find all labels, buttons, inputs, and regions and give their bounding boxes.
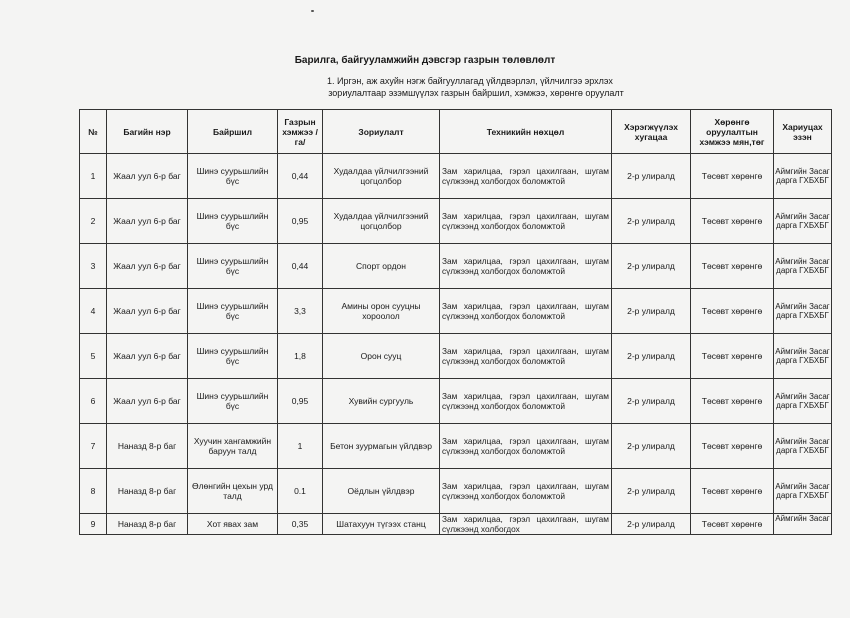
header-number: № bbox=[80, 110, 107, 154]
cell-location: Шинэ суурьшлийн бүс bbox=[188, 289, 278, 334]
cell-bag-name: Жаал уул 6-р баг bbox=[107, 199, 188, 244]
header-bag-name: Багийн нэр bbox=[107, 110, 188, 154]
cell-period: 2-р улиралд bbox=[612, 154, 691, 199]
document-subtitle bbox=[315, 75, 645, 99]
cell-period: 2-р улиралд bbox=[612, 199, 691, 244]
document-title: Барилга, байгууламжийн дэвсгэр газрын төлөвлөлт bbox=[294, 55, 556, 66]
cell-area: 3,3 bbox=[278, 289, 323, 334]
cell-responsible: Аймгийн Засаг дарга ГХБХБГ bbox=[774, 199, 832, 244]
cell-number: 2 bbox=[80, 199, 107, 244]
cell-purpose: Бетон зуурмагын үйлдвэр bbox=[323, 424, 440, 469]
cell-responsible: Аймгийн Засаг дарга ГХБХБГ bbox=[774, 469, 832, 514]
cell-purpose: Шатахуун түгээх станц bbox=[323, 514, 440, 535]
cell-period: 2-р улиралд bbox=[612, 244, 691, 289]
cell-period: 2-р улиралд bbox=[612, 424, 691, 469]
cell-number: 5 bbox=[80, 334, 107, 379]
cell-bag-name: Наназд 8-р баг bbox=[107, 469, 188, 514]
cell-purpose: Спорт ордон bbox=[323, 244, 440, 289]
cell-investment: Төсөвт хөрөнгө bbox=[691, 379, 774, 424]
cell-number: 7 bbox=[80, 424, 107, 469]
cell-location: Шинэ суурьшлийн бүс bbox=[188, 199, 278, 244]
cell-location: Шинэ суурьшлийн бүс bbox=[188, 334, 278, 379]
table-row bbox=[80, 199, 832, 244]
table-row bbox=[80, 334, 832, 379]
cell-location: Өлөнгийн цехын урд талд bbox=[188, 469, 278, 514]
cell-number: 6 bbox=[80, 379, 107, 424]
cell-bag-name: Жаал уул 6-р баг bbox=[107, 154, 188, 199]
cell-technical-conditions: Зам харилцаа, гэрэл цахилгаан, шугам сүлжээнд холбогдох боломжтой bbox=[440, 244, 612, 289]
scan-speck bbox=[311, 10, 314, 12]
cell-investment: Төсөвт хөрөнгө bbox=[691, 289, 774, 334]
table-row bbox=[80, 469, 832, 514]
cell-area: 1,8 bbox=[278, 334, 323, 379]
cell-investment: Төсөвт хөрөнгө bbox=[691, 424, 774, 469]
cell-area: 0,35 bbox=[278, 514, 323, 535]
subtitle-line-2: зориулалтаар эзэмшүүлэх газрын байршил, хэмжээ, хөрөнгө оруулалт bbox=[328, 88, 624, 98]
cell-period: 2-р улиралд bbox=[612, 469, 691, 514]
header-period: Хэрэгжүүлэх хугацаа bbox=[612, 110, 691, 154]
cell-technical-conditions: Зам харилцаа, гэрэл цахилгаан, шугам сүлжээнд холбогдох bbox=[440, 514, 612, 535]
cell-area: 0,95 bbox=[278, 379, 323, 424]
cell-location: Шинэ суурьшлийн бүс bbox=[188, 379, 278, 424]
cell-responsible: Аймгийн Засаг bbox=[774, 514, 832, 535]
cell-location: Хуучин хангамжийн баруун талд bbox=[188, 424, 278, 469]
table-row bbox=[80, 379, 832, 424]
cell-purpose: Худалдаа үйлчилгээний цогцолбор bbox=[323, 154, 440, 199]
cell-bag-name: Жаал уул 6-р баг bbox=[107, 289, 188, 334]
cell-bag-name: Жаал уул 6-р баг bbox=[107, 334, 188, 379]
subtitle-line-1: 1. Иргэн, аж ахуйн нэгж байгууллагад үйлдвэрлэл, үйлчилгээ эрхлэх bbox=[327, 76, 613, 86]
table-row bbox=[80, 424, 832, 469]
cell-investment: Төсөвт хөрөнгө bbox=[691, 199, 774, 244]
cell-number: 8 bbox=[80, 469, 107, 514]
cell-technical-conditions: Зам харилцаа, гэрэл цахилгаан, шугам сүлжээнд холбогдох боломжтой bbox=[440, 154, 612, 199]
header-area: Газрын хэмжээ /га/ bbox=[278, 110, 323, 154]
cell-location: Хот явах зам bbox=[188, 514, 278, 535]
cell-purpose: Амины орон сууцны хороолол bbox=[323, 289, 440, 334]
table-row bbox=[80, 514, 832, 535]
cell-period: 2-р улиралд bbox=[612, 514, 691, 535]
cell-number: 1 bbox=[80, 154, 107, 199]
header-purpose: Зориулалт bbox=[323, 110, 440, 154]
table-row bbox=[80, 289, 832, 334]
cell-investment: Төсөвт хөрөнгө bbox=[691, 469, 774, 514]
cell-location: Шинэ суурьшлийн бүс bbox=[188, 154, 278, 199]
cell-number: 9 bbox=[80, 514, 107, 535]
cell-bag-name: Жаал уул 6-р баг bbox=[107, 244, 188, 289]
table-row bbox=[80, 154, 832, 199]
land-plan-table bbox=[79, 109, 832, 535]
cell-investment: Төсөвт хөрөнгө bbox=[691, 334, 774, 379]
cell-investment: Төсөвт хөрөнгө bbox=[691, 244, 774, 289]
cell-number: 3 bbox=[80, 244, 107, 289]
cell-purpose: Хувийн сургууль bbox=[323, 379, 440, 424]
cell-area: 0,44 bbox=[278, 154, 323, 199]
cell-area: 0.1 bbox=[278, 469, 323, 514]
cell-responsible: Аймгийн Засаг дарга ГХБХБГ bbox=[774, 424, 832, 469]
cell-investment: Төсөвт хөрөнгө bbox=[691, 514, 774, 535]
cell-area: 0,95 bbox=[278, 199, 323, 244]
cell-bag-name: Жаал уул 6-р баг bbox=[107, 379, 188, 424]
cell-purpose: Оёдлын үйлдвэр bbox=[323, 469, 440, 514]
cell-technical-conditions: Зам харилцаа, гэрэл цахилгаан, шугам сүлжээнд холбогдох боломжтой bbox=[440, 289, 612, 334]
table-header-row bbox=[80, 110, 832, 154]
cell-period: 2-р улиралд bbox=[612, 379, 691, 424]
cell-investment: Төсөвт хөрөнгө bbox=[691, 154, 774, 199]
cell-responsible: Аймгийн Засаг дарга ГХБХБГ bbox=[774, 244, 832, 289]
header-location: Байршил bbox=[188, 110, 278, 154]
cell-period: 2-р улиралд bbox=[612, 289, 691, 334]
cell-technical-conditions: Зам харилцаа, гэрэл цахилгаан, шугам сүлжээнд холбогдох боломжтой bbox=[440, 199, 612, 244]
cell-purpose: Худалдаа үйлчилгээний цогцолбор bbox=[323, 199, 440, 244]
cell-bag-name: Наназд 8-р баг bbox=[107, 514, 188, 535]
cell-technical-conditions: Зам харилцаа, гэрэл цахилгаан, шугам сүлжээнд холбогдох боломжтой bbox=[440, 469, 612, 514]
cell-responsible: Аймгийн Засаг дарга ГХБХБГ bbox=[774, 154, 832, 199]
cell-area: 1 bbox=[278, 424, 323, 469]
cell-responsible: Аймгийн Засаг дарга ГХБХБГ bbox=[774, 379, 832, 424]
cell-number: 4 bbox=[80, 289, 107, 334]
header-technical-conditions: Техникийн нөхцөл bbox=[440, 110, 612, 154]
cell-technical-conditions: Зам харилцаа, гэрэл цахилгаан, шугам сүлжээнд холбогдох боломжтой bbox=[440, 334, 612, 379]
cell-technical-conditions: Зам харилцаа, гэрэл цахилгаан, шугам сүлжээнд холбогдох боломжтой bbox=[440, 424, 612, 469]
cell-responsible: Аймгийн Засаг дарга ГХБХБГ bbox=[774, 334, 832, 379]
cell-area: 0,44 bbox=[278, 244, 323, 289]
cell-period: 2-р улиралд bbox=[612, 334, 691, 379]
header-investment: Хөрөнгө оруулалтын хэмжээ мян,төг bbox=[691, 110, 774, 154]
cell-location: Шинэ суурьшлийн бүс bbox=[188, 244, 278, 289]
cell-technical-conditions: Зам харилцаа, гэрэл цахилгаан, шугам сүлжээнд холбогдох боломжтой bbox=[440, 379, 612, 424]
table-row bbox=[80, 244, 832, 289]
cell-bag-name: Наназд 8-р баг bbox=[107, 424, 188, 469]
cell-responsible: Аймгийн Засаг дарга ГХБХБГ bbox=[774, 289, 832, 334]
header-responsible: Хариуцах эзэн bbox=[774, 110, 832, 154]
cell-purpose: Орон сууц bbox=[323, 334, 440, 379]
